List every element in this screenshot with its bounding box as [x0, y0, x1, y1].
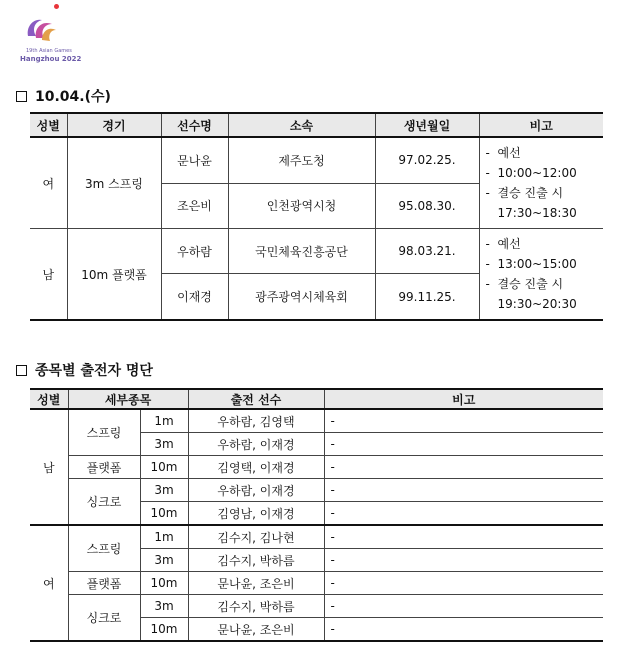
- gender-cell: 여: [30, 525, 68, 641]
- header-gender: 성별: [30, 113, 67, 137]
- checkbox-square-icon: [16, 365, 27, 376]
- event-cell: 싱크로: [68, 595, 140, 642]
- note-line: 예선: [497, 146, 521, 160]
- athletes-cell: 문나윤, 조은비: [188, 572, 324, 595]
- memo-cell: -: [324, 618, 603, 642]
- memo-cell: -: [324, 409, 603, 433]
- section1-heading: [16, 86, 111, 106]
- team-cell: 광주광역시체육회: [228, 274, 375, 320]
- note-line: 예선: [497, 237, 521, 251]
- athlete-cell: 문나윤: [161, 137, 228, 183]
- event-cell: 스프링: [68, 525, 140, 572]
- header-memo: 비고: [324, 389, 603, 409]
- gender-cell: 남: [30, 409, 68, 525]
- note-line: 19:30~20:30: [497, 297, 577, 311]
- entry-row: [30, 456, 603, 479]
- header-athlete: 선수명: [161, 113, 228, 137]
- schedule-row: [30, 137, 603, 183]
- header-athletes: 출전 선수: [188, 389, 324, 409]
- memo-cell: -: [324, 525, 603, 549]
- memo-cell: -: [324, 549, 603, 572]
- athlete-cell: 이재경: [161, 274, 228, 320]
- section1-heading-text: 10.04.(수): [35, 89, 111, 105]
- gender-cell: 여: [30, 137, 67, 229]
- athletes-cell: 우하람, 이재경: [188, 479, 324, 502]
- athlete-cell: 조은비: [161, 183, 228, 229]
- section2-heading-text: 종목별 출전자 명단: [35, 363, 153, 379]
- team-cell: 국민체육진흥공단: [228, 229, 375, 274]
- memo-cell: -: [324, 433, 603, 456]
- event-cell: 싱크로: [68, 479, 140, 526]
- schedule-header-row: [30, 113, 603, 137]
- note-line: 13:00~15:00: [497, 257, 577, 271]
- event-cell: 3m 스프링: [67, 137, 161, 229]
- team-cell: 제주도청: [228, 137, 375, 183]
- birth-cell: 99.11.25.: [375, 274, 479, 320]
- height-cell: 1m: [140, 409, 188, 433]
- height-cell: 3m: [140, 595, 188, 618]
- event-cell: 플랫폼: [68, 456, 140, 479]
- height-cell: 10m: [140, 456, 188, 479]
- entry-row: [30, 572, 603, 595]
- event-cell: 10m 플랫폼: [67, 229, 161, 321]
- athlete-cell: 우하람: [161, 229, 228, 274]
- header-birth: 생년월일: [375, 113, 479, 137]
- athletes-cell: 김수지, 박하름: [188, 549, 324, 572]
- team-cell: 인천광역시청: [228, 183, 375, 229]
- note-line: 10:00~12:00: [497, 166, 577, 180]
- header-event: 경기: [67, 113, 161, 137]
- header-gender: 성별: [30, 389, 68, 409]
- memo-cell: -: [324, 502, 603, 526]
- height-cell: 1m: [140, 525, 188, 549]
- athletes-cell: 김수지, 김나현: [188, 525, 324, 549]
- height-cell: 3m: [140, 549, 188, 572]
- logo-text-city: Hangzhou 2022: [20, 55, 82, 63]
- note-cell: - 예선 - 13:00~15:00 - 결승 진출 시 19:30~20:30: [479, 229, 603, 321]
- note-cell: - 예선 - 10:00~12:00 - 결승 진출 시 17:30~18:30: [479, 137, 603, 229]
- memo-cell: -: [324, 456, 603, 479]
- height-cell: 10m: [140, 618, 188, 642]
- athletes-cell: 김영택, 이재경: [188, 456, 324, 479]
- height-cell: 3m: [140, 433, 188, 456]
- entry-row: [30, 595, 603, 618]
- memo-cell: -: [324, 595, 603, 618]
- memo-cell: -: [324, 479, 603, 502]
- athletes-cell: 우하람, 김영택: [188, 409, 324, 433]
- section2-heading: [16, 360, 153, 380]
- note-line: 결승 진출 시: [497, 186, 564, 200]
- event-cell: 스프링: [68, 409, 140, 456]
- schedule-table: [30, 112, 603, 321]
- birth-cell: 98.03.21.: [375, 229, 479, 274]
- entry-row: [30, 525, 603, 549]
- header-sub-event: 세부종목: [68, 389, 188, 409]
- entry-table: [30, 388, 603, 642]
- entry-header-row: [30, 389, 603, 409]
- athletes-cell: 김영남, 이재경: [188, 502, 324, 526]
- asian-games-logo: [18, 4, 88, 64]
- header-team: 소속: [228, 113, 375, 137]
- note-line: 17:30~18:30: [497, 206, 577, 220]
- height-cell: 3m: [140, 479, 188, 502]
- birth-cell: 95.08.30.: [375, 183, 479, 229]
- athletes-cell: 우하람, 이재경: [188, 433, 324, 456]
- note-line: 결승 진출 시: [497, 277, 564, 291]
- entry-row: [30, 479, 603, 502]
- event-cell: 플랫폼: [68, 572, 140, 595]
- gender-cell: 남: [30, 229, 67, 321]
- memo-cell: -: [324, 572, 603, 595]
- height-cell: 10m: [140, 572, 188, 595]
- logo-text-games: 19th Asian Games: [26, 48, 72, 54]
- height-cell: 10m: [140, 502, 188, 526]
- logo-dot: [54, 4, 59, 9]
- logo-emblem-icon: [24, 14, 58, 44]
- entry-row: [30, 409, 603, 433]
- athletes-cell: 김수지, 박하름: [188, 595, 324, 618]
- birth-cell: 97.02.25.: [375, 137, 479, 183]
- schedule-row: [30, 229, 603, 274]
- athletes-cell: 문나윤, 조은비: [188, 618, 324, 642]
- header-note: 비고: [479, 113, 603, 137]
- checkbox-square-icon: [16, 91, 27, 102]
